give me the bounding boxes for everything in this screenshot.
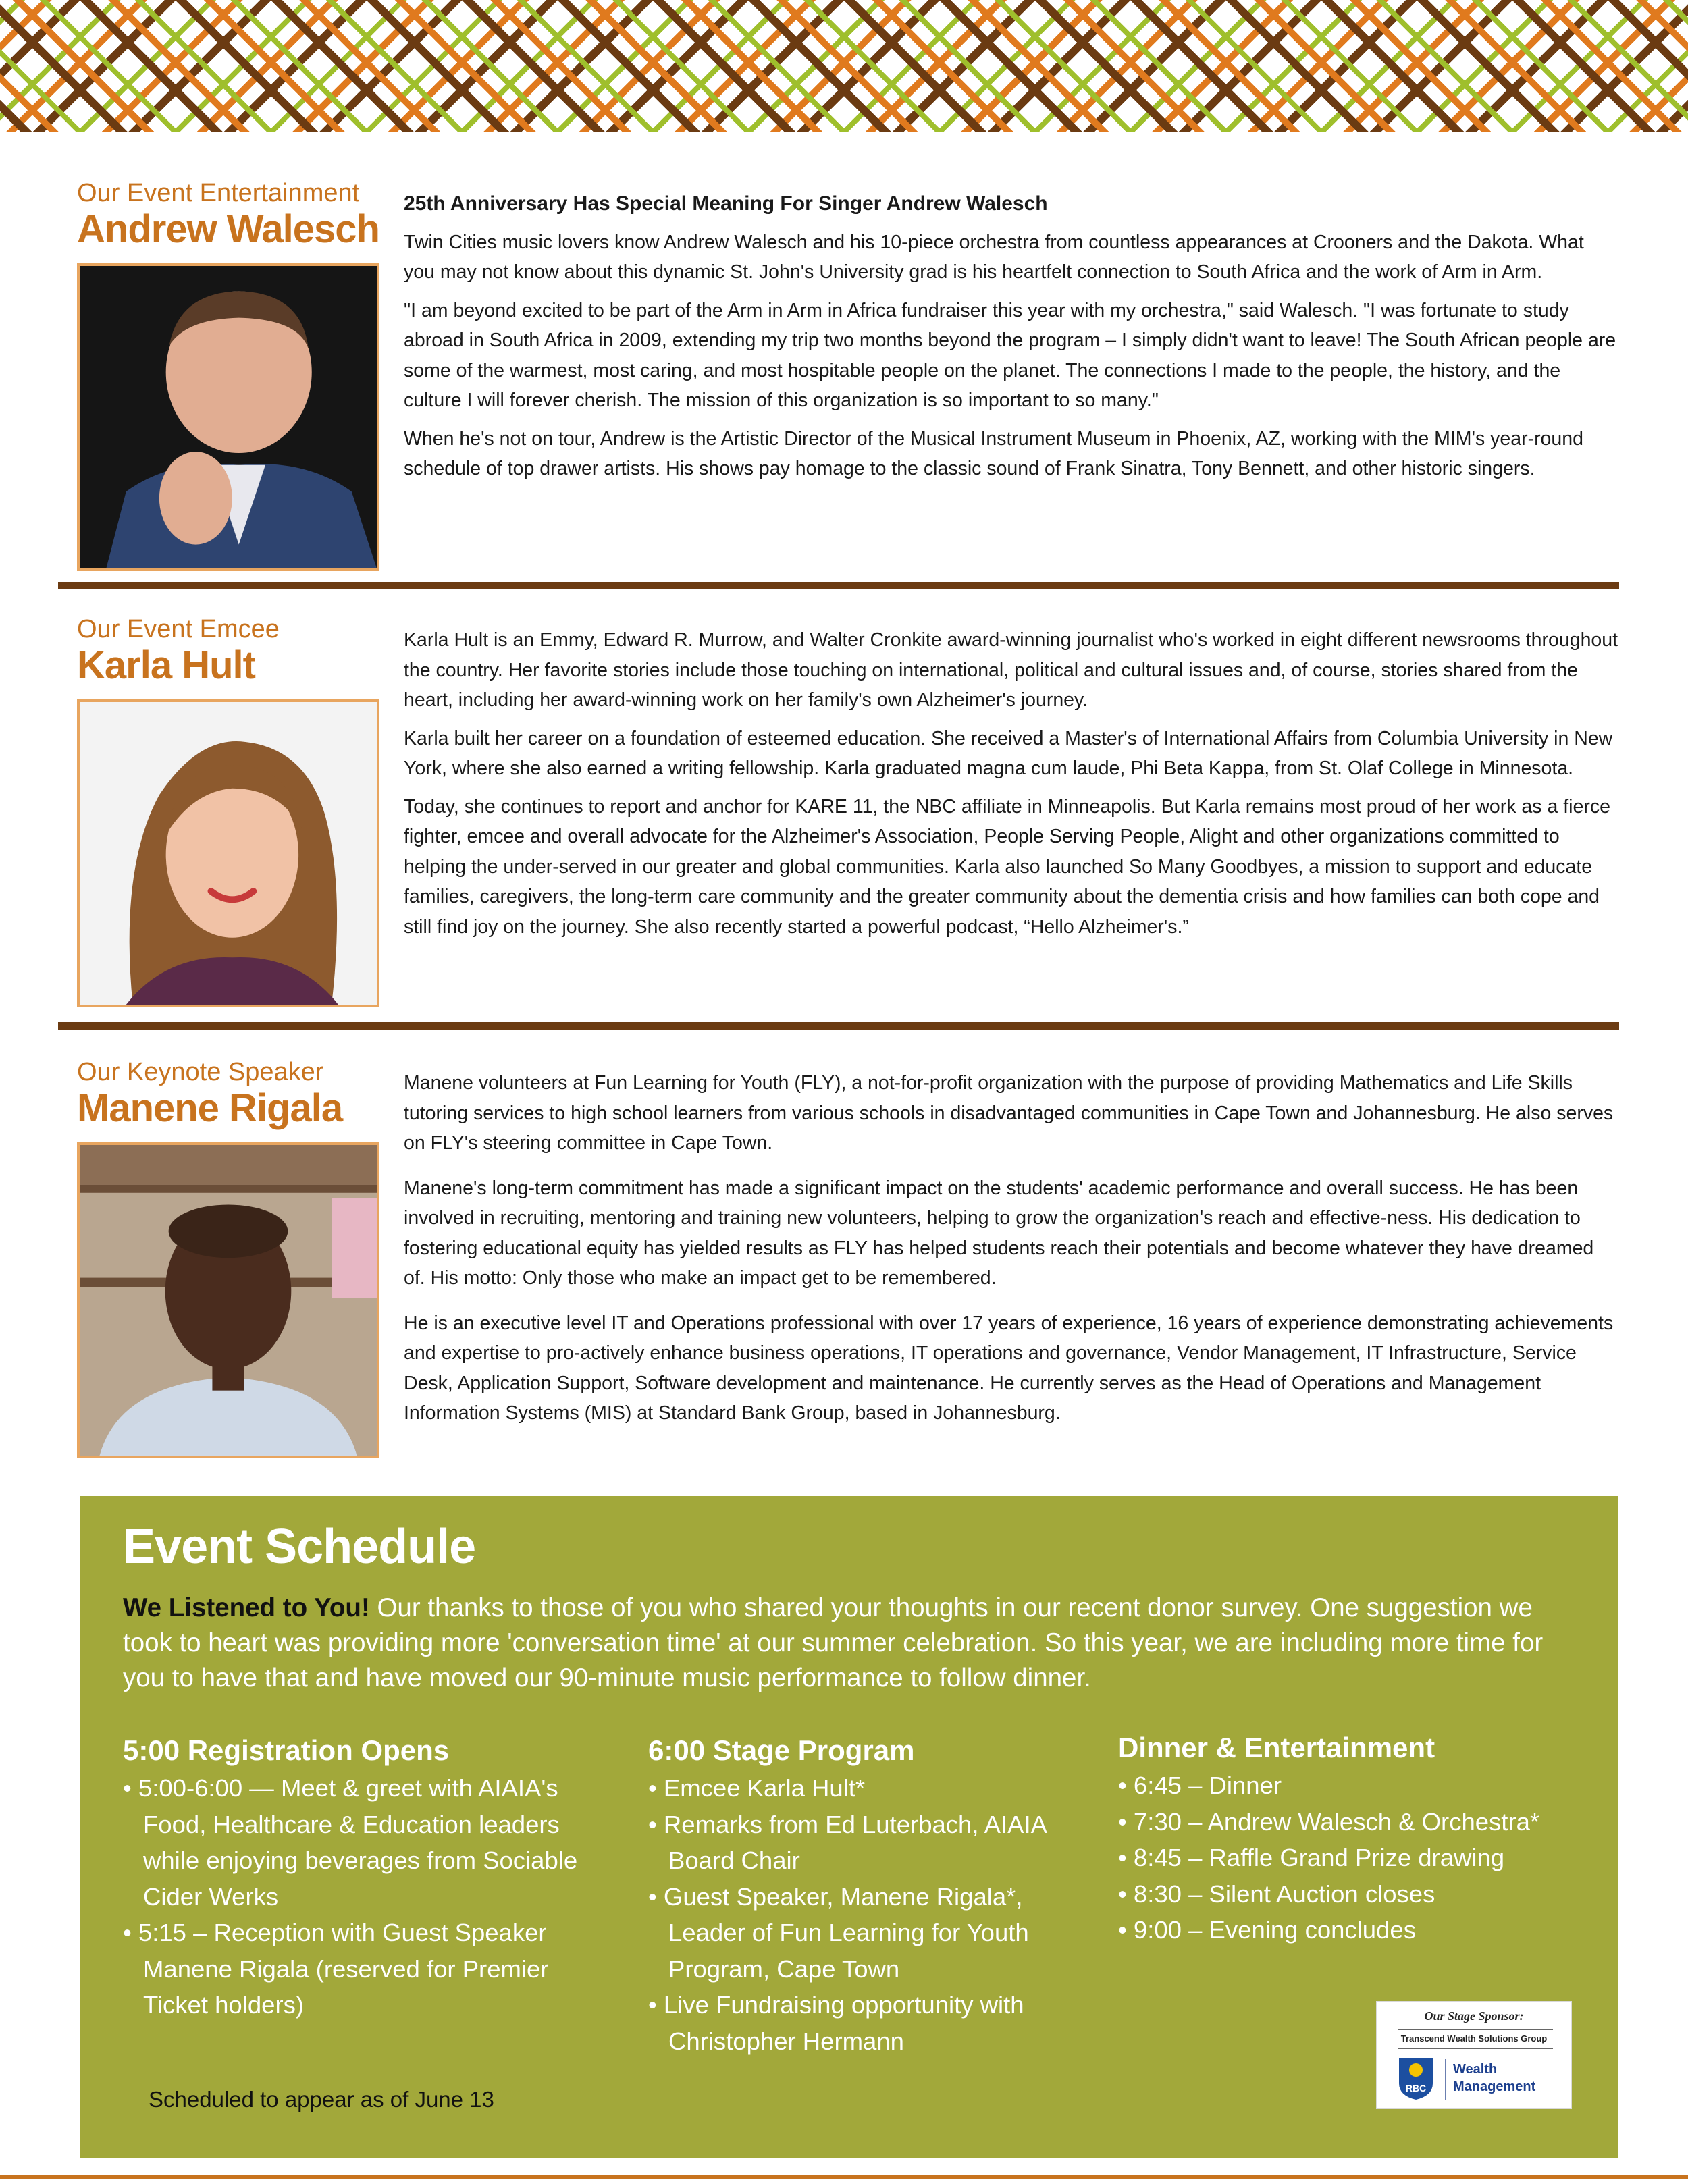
bio-paragraph: Today, she continues to report and anchor for KARE 11, the NBC affiliate in Minneapolis. But Karla remains most proud of her work as a fierce fighter, emcee and overall advocate for the Alzheimer's Association, People Serving People, Alight and other organizations committed to helping the under-served in our greater and global communities. Karla also launched So Many Goodbyes, a mission to support and educate families, caregivers, the long-term care community and the greater community about the dementia crisis and how families can both cope and still find joy on the journey. She also recently started a powerful podcast, “Hello Alzheimer's.” [404,795,1610,938]
schedule-item: • Guest Speaker, Manene Rigala*, Leader of Fun Learning for Youth Program, Cape Town [648,1879,1080,1988]
wordmark-line: Wealth [1453,2062,1498,2077]
wordmark-line: Management [1453,2079,1536,2094]
bio-paragraph: Manene's long-term commitment has made a significant impact on the students' academic performance and overall success. He has been involved in recruiting, mentoring and training new volunteers, helping to grow the organization's reach and effective-ness. His dedication to fostering educational equity has yielded results as FLY has helped students reach their potentials and become whatever they have dreamed of. His motto: Only those who make an impact get to be remembered. [404,1177,1594,1289]
bio-headline: 25th Anniversary Has Special Meaning For Singer Andrew Walesch [404,192,1048,215]
section-divider [58,1022,1619,1030]
role-kicker: Our Event Entertainment [77,179,360,207]
schedule-column-registration [123,1732,596,2023]
sponsor-wordmark [1453,2060,1535,2096]
schedule-item: • 8:30 – Silent Auction closes [1118,1876,1604,1913]
bio-paragraph: Manene volunteers at Fun Learning for Youth (FLY), a not-for-profit organization with the purpose of providing Mathematics and Life Skills tutoring services to high school learners from various schools in disadvantaged communities in Cape Town and Johannesburg. He also serves on FLY's steering committee in Cape Town. [404,1072,1614,1154]
speaker-name: Karla Hult [77,643,255,687]
bio-paragraph: Twin Cities music lovers know Andrew Walesch and his 10-piece orchestra from countless appearances at Crooners and the Dakota. What you may not know about this dynamic St. John's University grad is his heartfelt connection to South Africa and the work of Arm in Arm. [404,231,1584,283]
sponsor-divider [1445,2059,1446,2100]
bio-paragraph: He is an executive level IT and Operations professional with over 17 years of experience, 16 years of experience demonstrating achievements and expertise to pro-actively enhance business operations, IT operations and governance, Vendor Management, IT Infrastructure, Service Desk, Application Support, Software development and maintenance. He currently serves as the Head of Operations and Management Information Systems (MIS) at Standard Bank Group, based in Johannesburg. [404,1312,1614,1424]
intro-lead: We Listened to You! [123,1593,370,1622]
speaker-photo [77,1142,379,1458]
speaker-heading [77,178,394,251]
speaker-heading [77,1057,394,1130]
speaker-name: Manene Rigala [77,1086,343,1130]
column-heading: Dinner & Entertainment [1118,1732,1435,1763]
column-heading: 6:00 Stage Program [648,1734,915,1766]
role-kicker: Our Keynote Speaker [77,1058,324,1086]
schedule-item: • 6:45 – Dinner [1118,1767,1604,1804]
svg-text:RBC: RBC [1405,2083,1427,2094]
sponsor-rule [1398,2029,1553,2030]
role-kicker: Our Event Emcee [77,615,280,643]
sponsor-subtitle: Transcend Wealth Solutions Group [1400,2033,1548,2044]
schedule-item: • 7:30 – Andrew Walesch & Orchestra* [1118,1804,1604,1840]
schedule-footnote: Scheduled to appear as of June 13 [149,2087,494,2112]
column-heading: 5:00 Registration Opens [123,1734,450,1766]
schedule-item: • 8:45 – Raffle Grand Prize drawing [1118,1840,1604,1876]
schedule-item: • Remarks from Ed Luterbach, AIAIA Board Chair [648,1807,1080,1879]
sponsor-title: Our Stage Sponsor: [1424,2009,1524,2023]
section-divider [58,582,1619,589]
schedule-item: • 5:15 – Reception with Guest Speaker Manene Rigala (reserved for Premier Ticket holders) [123,1915,596,2023]
speaker-bio [404,625,1619,950]
speaker-photo [77,263,379,571]
rbc-logo-icon [1396,2056,1435,2101]
schedule-column-dinner [1118,1730,1604,1948]
stage-sponsor-card [1376,2001,1572,2109]
schedule-column-stage-program [648,1732,1080,2059]
bio-paragraph: When he's not on tour, Andrew is the Artistic Director of the Musical Instrument Museum in Phoenix, AZ, working with the MIM's year-round schedule of top drawer artists. His shows pay homage to the classic sound of Frank Sinatra, Tony Bennett, and other historic singers. [404,427,1583,479]
schedule-item: • 5:00-6:00 — Meet & greet with AIAIA's Food, Healthcare & Education leaders while enjoying beverages from Sociable Cider Werks [123,1770,596,1915]
schedule-item: • Emcee Karla Hult* [648,1770,1080,1807]
speaker-bio [404,1068,1619,1437]
footer-rule [0,2175,1688,2179]
speaker-heading [77,614,394,687]
sponsor-rule [1398,2048,1553,2049]
speaker-photo [77,699,379,1007]
schedule-title: Event Schedule [123,1520,476,1574]
plaid-header-banner [0,0,1688,132]
speaker-name: Andrew Walesch [77,207,379,251]
schedule-item: • 9:00 – Evening concludes [1118,1912,1604,1948]
speaker-bio [404,189,1619,492]
bio-paragraph: Karla built her career on a foundation of esteemed education. She received a Master's of International Affairs from Columbia University in New York, where she also earned a writing fellowship. Karla graduated magna cum laude, Phi Beta Kappa, from St. Olaf College in Minnesota. [404,727,1613,779]
event-schedule-panel [80,1496,1618,2158]
schedule-item: • Live Fundraising opportunity with Christopher Hermann [648,1987,1080,2059]
bio-paragraph: "I am beyond excited to be part of the Arm in Arm in Africa fundraiser this year with my orchestra," said Walesch. "I was fortunate to study abroad in South Africa in 2009, extending my trip two months beyond the program – I simply didn't want to leave! The South African people are some of the warmest, most caring, and most hospitable people on the planet. The connections I made to the people, the history, and the culture I will forever cherish. The mission of this organization is so important to so many." [404,299,1616,411]
intro-text: Our thanks to those of you who shared your thoughts in our recent donor survey. One suggestion we took to heart was providing more 'conversation time' at our summer celebration. So this year, we are including more time for you to have that and have moved our 90-minute music performance to follow dinner. [123,1593,1544,1693]
bio-paragraph: Karla Hult is an Emmy, Edward R. Murrow, and Walter Cronkite award-winning journalist who's worked in eight different newsrooms throughout the country. Her favorite stories include those touching on international, political and cultural issues and, of course, stories shared from the heart, including her award-winning work on her family's own Alzheimer's journey. [404,629,1618,711]
schedule-intro [123,1591,1581,1696]
